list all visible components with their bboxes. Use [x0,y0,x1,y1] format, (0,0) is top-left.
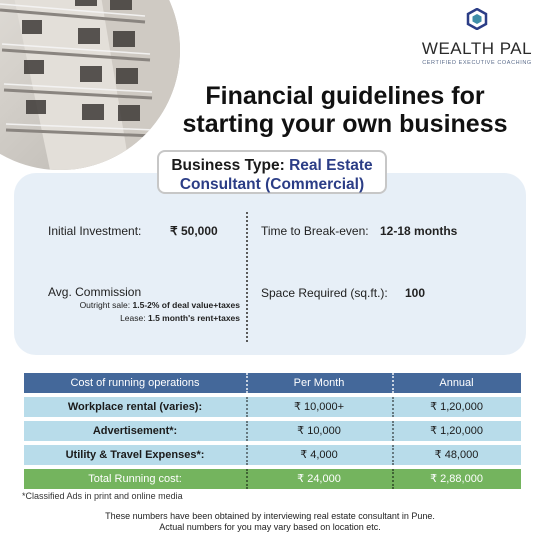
brand-tagline: CERTIFIED EXECUTIVE COACHING [422,60,532,66]
header-cost: Cost of running operations [70,377,200,389]
page-title [160,82,530,138]
space-required-value: 100 [405,286,426,300]
commission-outright: Outright sale: 1.5-2% of deal value+taxes [79,300,240,310]
table-row [24,397,521,417]
disclaimer-line-1: These numbers have been obtained by interviewing real estate consultant in Pune. [105,511,435,521]
total-annual: ₹ 2,88,000 [430,473,483,485]
panel-divider [246,212,248,342]
total-name: Total Running cost: [88,473,182,485]
header-annual: Annual [439,377,474,389]
commission-label: Avg. Commission [48,285,142,299]
building-illustration [0,0,180,170]
disclaimer [40,511,500,533]
info-panel [14,173,526,355]
business-type-value-2: Consultant (Commercial) [179,176,365,193]
table-row [24,445,521,465]
disclaimer-line-2: Actual numbers for you may vary based on location etc. [159,522,381,532]
brand-logo [418,8,536,66]
header-per-month: Per Month [293,377,345,389]
initial-investment-label: Initial Investment: [48,224,142,238]
title-line-1: Financial guidelines for [205,82,485,110]
row-month: ₹ 4,000 [300,449,338,461]
table-header-row [24,373,521,393]
business-type-value-1: Real Estate [289,157,373,174]
total-month: ₹ 24,000 [297,473,341,485]
row-name: Workplace rental (varies): [67,401,203,413]
table-row [24,421,521,441]
business-type-box [157,150,387,194]
table-total-row [24,469,521,489]
row-month: ₹ 10,000 [297,425,341,437]
hexagon-logo-icon [466,8,488,30]
row-annual: ₹ 48,000 [434,449,479,461]
row-name: Advertisement*: [92,425,178,437]
footnote: *Classified Ads in print and online media [22,491,183,501]
row-annual: ₹ 1,20,000 [430,401,483,413]
space-required-label: Space Required (sq.ft.): [261,286,388,300]
initial-investment-value: ₹ 50,000 [170,224,218,238]
running-cost-table [24,373,521,493]
business-type-label: Business Type: [171,157,285,174]
row-month: ₹ 10,000+ [293,401,345,413]
building-photo [0,0,180,170]
break-even-label: Time to Break-even: [261,224,369,238]
title-line-2: starting your own business [182,110,508,138]
row-annual: ₹ 1,20,000 [430,425,483,437]
brand-name: WEALTH PAL [421,39,533,58]
commission-lease: Lease: 1.5 month's rent+taxes [120,313,240,323]
row-name: Utility & Travel Expenses*: [65,449,205,461]
break-even-value: 12-18 months [380,224,458,238]
